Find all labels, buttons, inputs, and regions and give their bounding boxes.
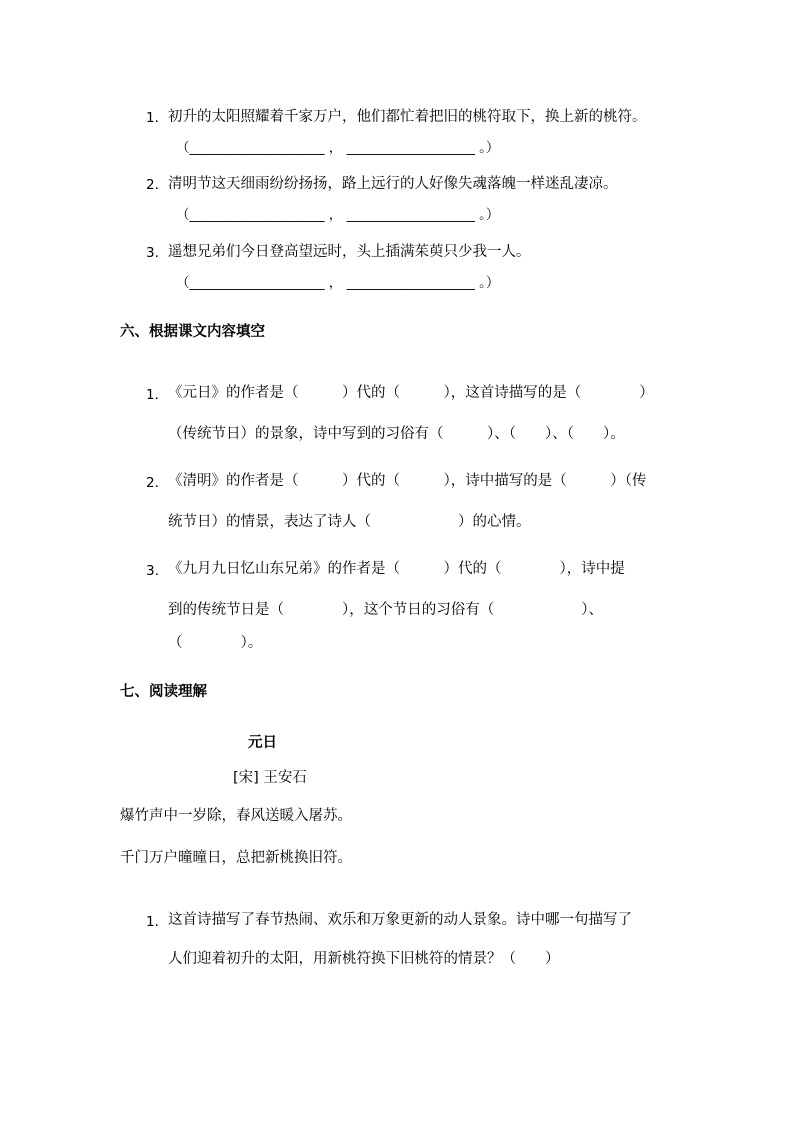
fill-blank-line: 统节日）的情景，表达了诗人（ ）的心情。 [168,514,531,530]
item-number: 3. [146,563,159,579]
fill-blank-line: （传统节日）的景象，诗中写到的习俗有（ ）、（ ）、（ ）。 [168,426,625,442]
item-number: 2. [146,475,159,491]
poem-line: 千门万户曈曈日，总把新桃换旧符。 [120,850,352,866]
fill-blank-line: 《元日》的作者是（ ）代的（ ），这首诗描写的是（ ） [168,385,654,401]
item-number: 1. [146,914,159,930]
fill-blank-line: （ ）。 [168,635,263,651]
question-line: 这首诗描写了春节热闹、欢乐和万象更新的动人景象。诗中哪一句描写了 [168,912,632,928]
item-number: 3. [146,245,159,261]
fill-blank-line: 《九月九日忆山东兄弟》的作者是（ ）代的（ ），诗中提 [168,561,625,577]
answer-blank: （____________________ ， ___________________ 。） [176,140,500,156]
sentence-text: 初升的太阳照耀着千家万户，他们都忙着把旧的桃符取下，换上新的桃符。 [168,109,647,125]
sentence-text: 清明节这天细雨纷纷扬扬，路上远行的人好像失魂落魄一样迷乱凄凉。 [168,176,618,192]
answer-blank: （____________________ ， ___________________ 。） [176,207,500,223]
item-number: 1. [146,387,159,403]
fill-blank-line: 《清明》的作者是（ ）代的（ ），诗中描写的是（ ）（传 [168,473,647,489]
section-heading: 七、阅读理解 [120,684,207,700]
question-line: 人们迎着初升的太阳，用新桃符换下旧桃符的情景？（ ） [168,951,560,967]
fill-blank-line: 到的传统节日是（ ），这个节日的习俗有（ ）、 [168,602,603,618]
poem-title: 元日 [248,735,277,751]
sentence-text: 遥想兄弟们今日登高望远时，头上插满茱萸只少我一人。 [168,244,531,260]
poem-author: [宋] 王安石 [233,770,307,786]
poem-line: 爆竹声中一岁除，春风送暖入屠苏。 [120,808,352,824]
section-heading: 六、根据课文内容填空 [120,324,265,340]
item-number: 2. [146,177,159,193]
answer-blank: （____________________ ， ___________________ 。） [176,275,500,291]
item-number: 1. [146,110,159,126]
